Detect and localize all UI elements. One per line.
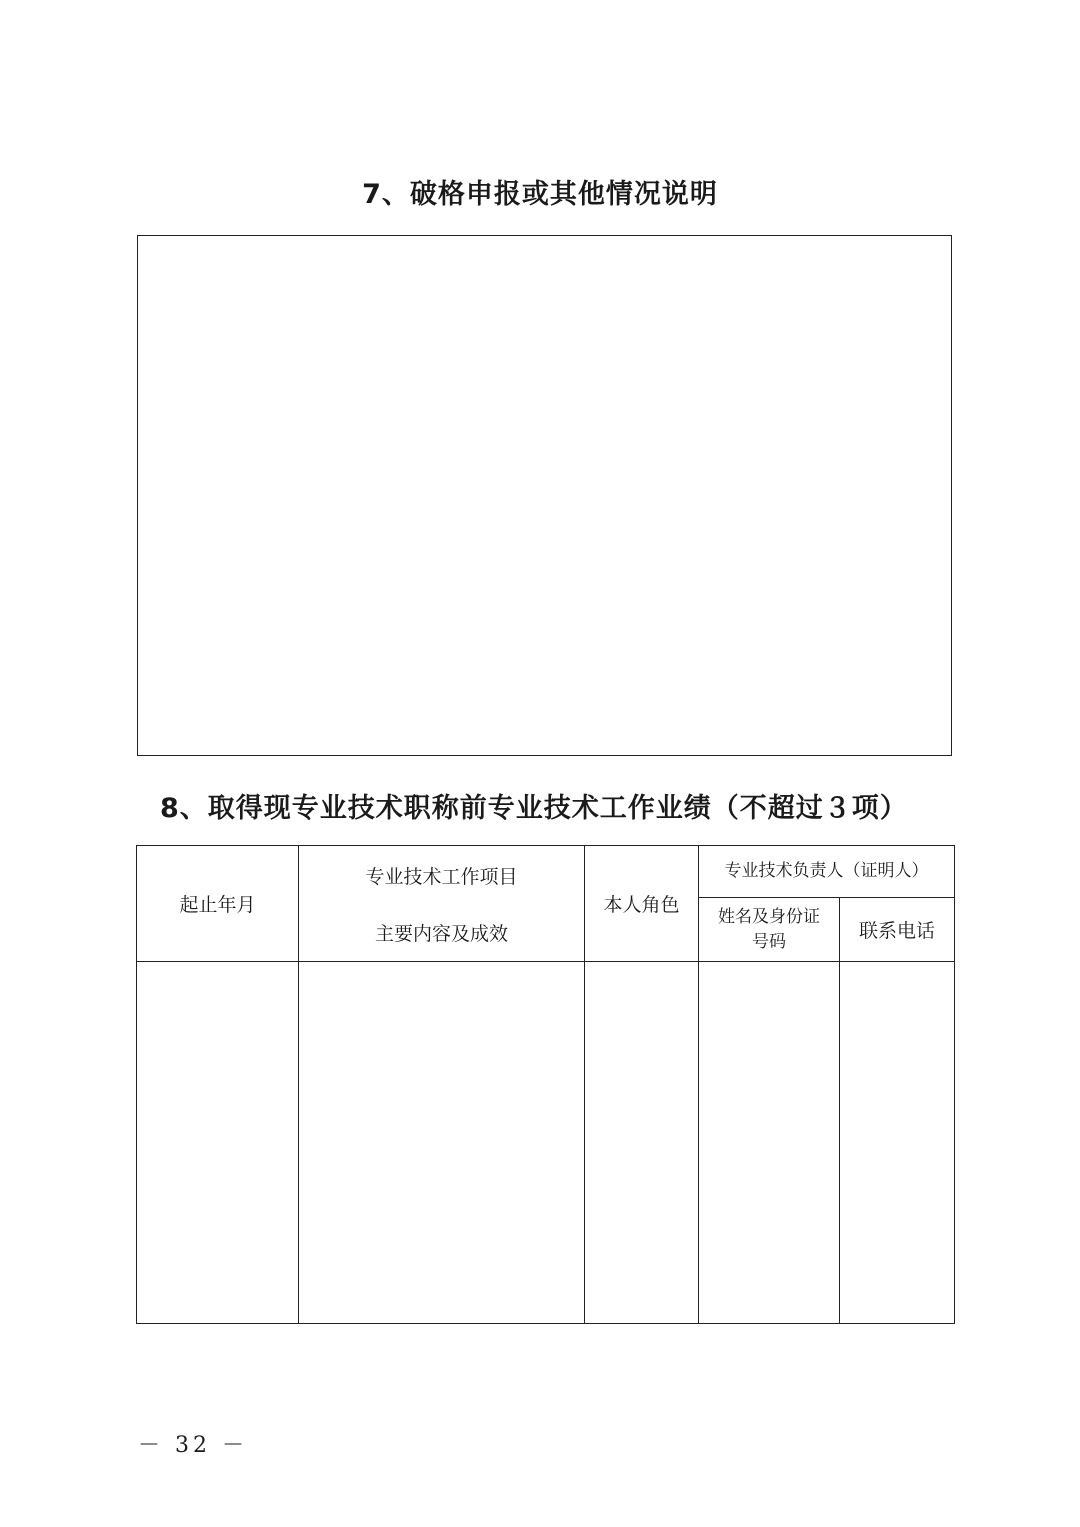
cell-period [137,962,299,1324]
cell-role [585,962,699,1324]
header-phone: 联系电话 [840,898,955,962]
header-name-id [699,898,840,962]
table-row [137,962,955,1324]
header-role: 本人角色 [585,846,699,962]
header-project-line2: 主要内容及成效 [374,922,508,945]
cell-name-id [699,962,840,1324]
header-name-id-text: 姓名及身份证号码 [718,906,820,952]
header-period: 起止年月 [137,846,299,962]
section-7-blank-box [137,235,952,756]
page-number: － 32 － [138,1433,248,1458]
header-supervisor: 专业技术负责人（证明人） [699,846,955,898]
section-7-title: 7、破格申报或其他情况说明 [362,179,718,210]
work-achievements-table [136,845,955,1324]
header-project-line1: 专业技术工作项目 [365,865,518,888]
header-project [299,846,585,962]
section-8-title: 8、取得现专业技术职称前专业技术工作业绩（不超过３项） [160,793,908,824]
cell-project [299,962,585,1324]
cell-phone [840,962,955,1324]
